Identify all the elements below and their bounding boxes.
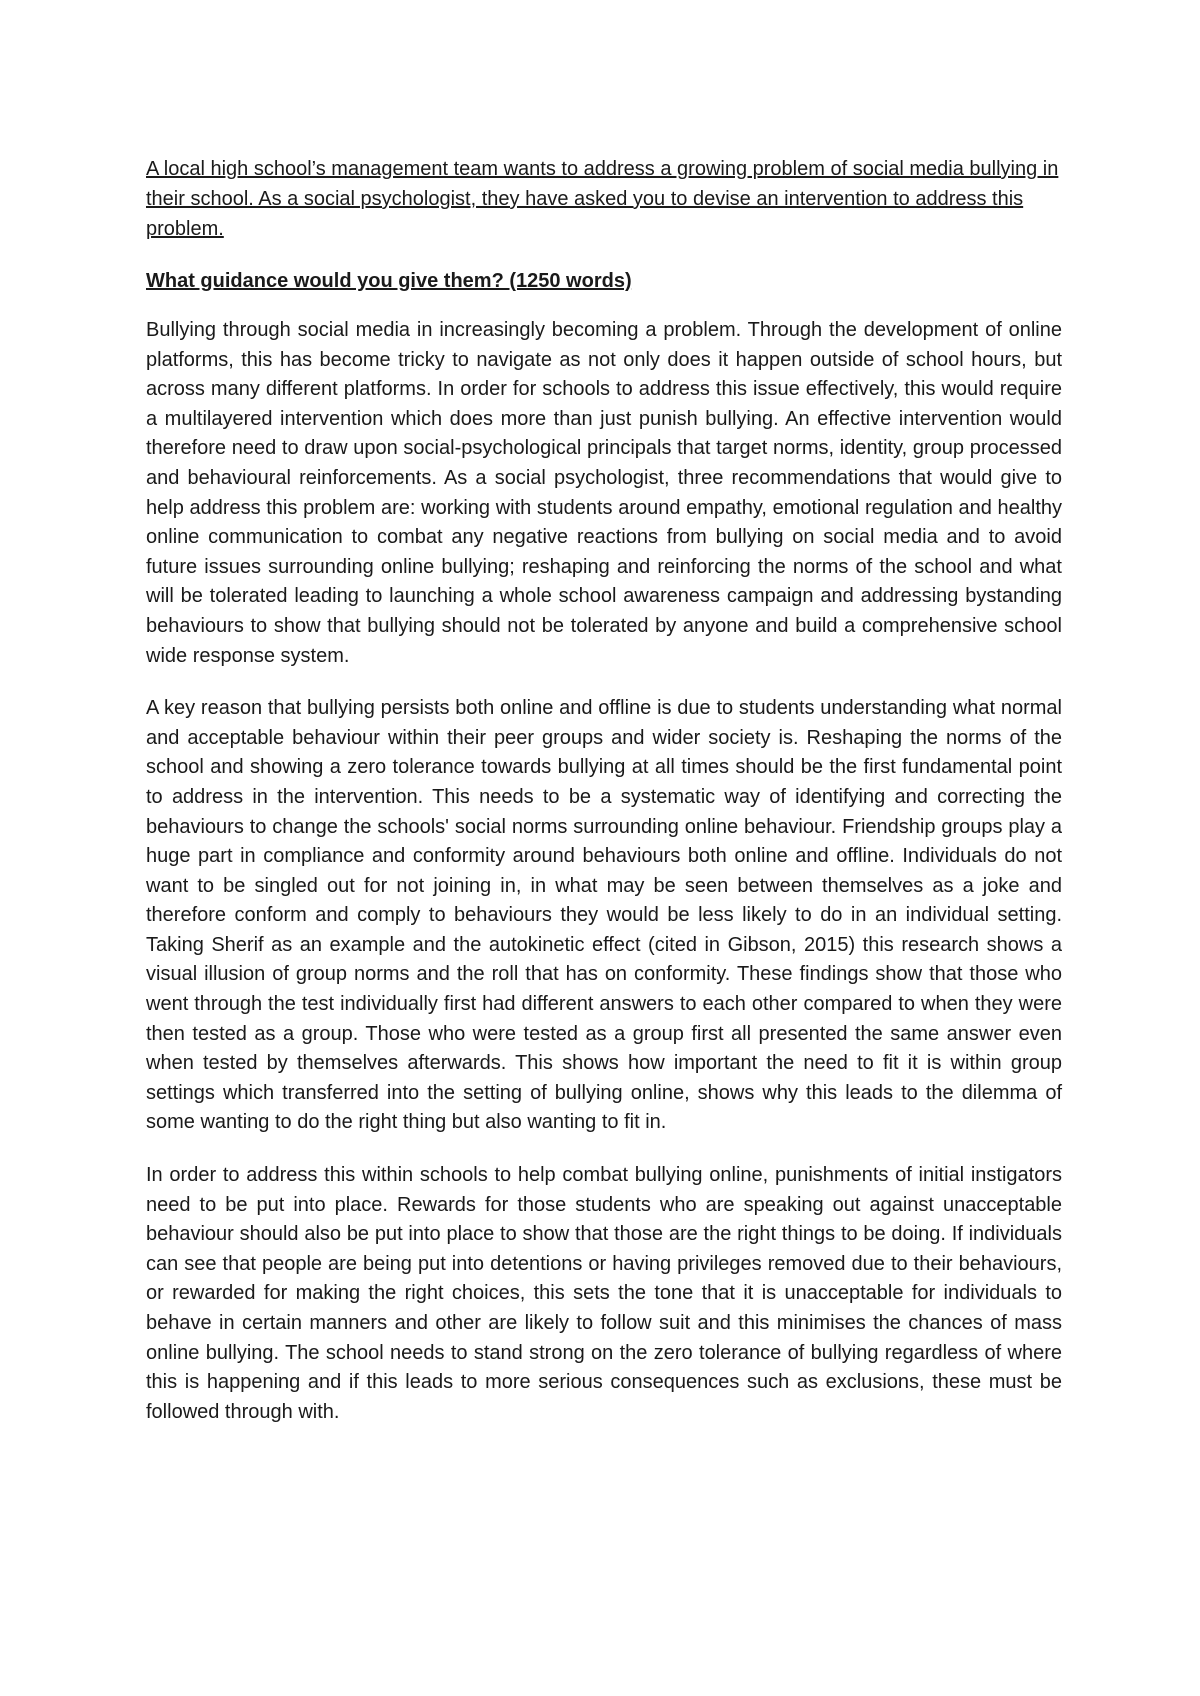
document-body	[146, 154, 1062, 1450]
paragraph-punishments: In order to address this within schools to help combat bullying online, punishments of initial instigators need to be put into place. Rewards for those students who are speaking out against unacceptable behaviour should also be put into place to show that those are the right things to be doing. If individuals can see that people are being put into detentions or having privileges removed due to their behaviours, or rewarded for making the right choices, this sets the tone that it is unacceptable for individuals to behave in certain manners and other are likely to follow suit and this minimises the chances of mass online bullying. The school needs to stand strong on the zero tolerance of bullying regardless of where this is happening and if this leads to more serious consequences such as exclusions, these must be followed through with.	[146, 1164, 1062, 1423]
paragraph-intro: Bullying through social media in increasingly becoming a problem. Through the development of online platforms, this has become tricky to navigate as not only does it happen outside of school hours, but across many different platforms. In order for schools to address this issue effectively, this would require a multilayered intervention which does more than just punish bullying. An effective intervention would therefore need to draw upon social-psychological principals that target norms, identity, group processed and behavioural reinforcements. As a social psychologist, three recommendations that would give to help address this problem are: working with students around empathy, emotional regulation and healthy online communication to combat any negative reactions from bullying on social media and to avoid future issues surrounding online bullying; reshaping and reinforcing the norms of the school and what will be tolerated leading to launching a whole school awareness campaign and addressing bystanding behaviours to show that bullying should not be tolerated by anyone and build a comprehensive school wide response system.	[146, 319, 1062, 667]
paragraph-norms: A key reason that bullying persists both online and offline is due to students understanding what normal and acceptable behaviour within their peer groups and wider society is. Reshaping the norms of the school and showing a zero tolerance towards bullying at all times should be the first fundamental point to address in the intervention. This needs to be a systematic way of identifying and correcting the behaviours to change the schools' social norms surrounding online behaviour. Friendship groups play a huge part in compliance and conformity around behaviours both online and offline. Individuals do not want to be singled out for not joining in, in what may be seen between themselves as a joke and therefore conform and comply to behaviours they would be less likely to do in an individual setting. Taking Sherif as an example and the autokinetic effect (cited in Gibson, 2015) this research shows a visual illusion of group norms and the roll that has on conformity. These findings show that those who went through the test individually first had different answers to each other compared to when they were then tested as a group. Those who were tested as a group first all presented the same answer even when tested by themselves afterwards. This shows how important the need to fit it is within group settings which transferred into the setting of bullying online, shows why this leads to the dilemma of some wanting to do the right thing but also wanting to fit in.	[146, 697, 1062, 1134]
assignment-prompt: A local high school’s management team wants to address a growing problem of social media bullying in their school. As a social psychologist, they have asked you to devise an intervention to address this problem.	[146, 158, 1059, 240]
assignment-question: What guidance would you give them? (1250 words)	[146, 270, 632, 292]
